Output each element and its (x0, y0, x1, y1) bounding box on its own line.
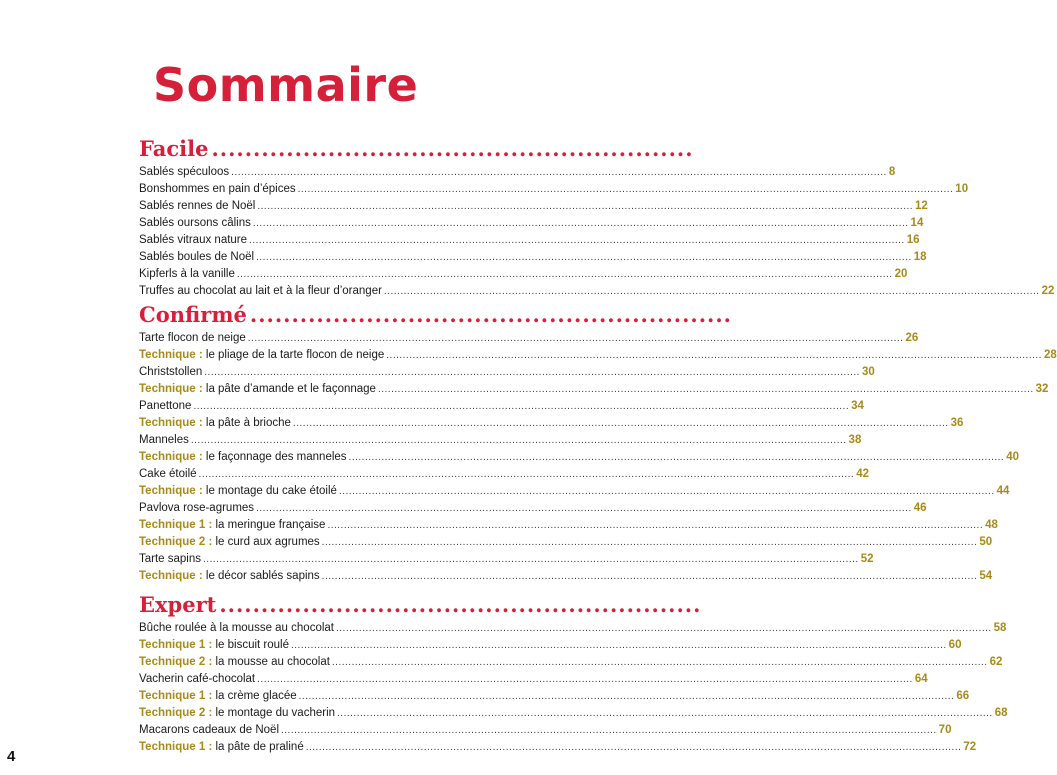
toc-page-number: 38 (848, 434, 862, 446)
toc-entry-title: le façonnage des manneles (202, 451, 347, 463)
toc-entry-label (139, 620, 334, 637)
toc-entry-label (139, 432, 189, 449)
dot-leader: ........................................................................................................................................................................................................ (335, 623, 992, 634)
toc-entry-label (139, 705, 335, 722)
dot-leader: ........................................................................................................................................................................................................ (298, 691, 955, 702)
toc-entry-label (139, 398, 191, 415)
toc-entry-title: Sablés boules de Noël (139, 251, 255, 263)
toc-page-number: 54 (979, 570, 993, 582)
technique-label: Technique : (139, 485, 203, 497)
toc-entry-label (139, 500, 254, 517)
dot-leader: ........................................................................................................................................................................................................ (252, 218, 909, 229)
toc-entry[interactable] (139, 330, 919, 347)
toc-page-number: 40 (1006, 451, 1020, 463)
section-heading (139, 592, 702, 620)
technique-label: Technique : (139, 383, 203, 395)
technique-label: Technique 1 : (139, 741, 213, 753)
toc-page-number: 22 (1041, 285, 1055, 297)
toc-page-number: 8 (888, 166, 896, 178)
toc-page-number: 60 (948, 639, 962, 651)
heading-dot-leader: .......................................................... (249, 302, 732, 327)
toc-page-number: 20 (894, 268, 908, 280)
toc-entry-title: Tarte sapins (139, 553, 202, 565)
dot-leader: ........................................................................................................................................................................................................ (190, 435, 847, 446)
toc-entry[interactable] (139, 483, 1010, 500)
toc-entry[interactable] (139, 568, 993, 585)
toc-entry-title: la crème glacée (212, 690, 297, 702)
dot-leader: ........................................................................................................................................................................................................ (337, 708, 993, 719)
technique-label: Technique 2 : (139, 536, 213, 548)
section-expert (139, 592, 1008, 756)
toc-entry-label (139, 739, 304, 756)
dot-leader: ........................................................................................................................................................................................................ (231, 167, 887, 178)
toc-page-number: 62 (989, 656, 1003, 668)
toc-page-number: 12 (915, 200, 928, 212)
toc-entry-title: la pâte d’amande et le façonnage (202, 383, 376, 395)
toc-entry[interactable] (139, 705, 1008, 722)
toc-entry-title: le décor sablés sapins (202, 570, 320, 582)
page-number: 4 (7, 748, 16, 765)
toc-page-number: 26 (905, 332, 919, 344)
toc-entry-title: Truffes au chocolat au lait et à la fleur d’oranger (139, 285, 382, 297)
dot-leader: ........................................................................................................................................................................................................ (247, 333, 904, 344)
dot-leader: ........................................................................................................................................................................................................ (249, 235, 905, 246)
dot-leader: ........................................................................................................................................................................................................ (305, 742, 962, 753)
toc-entry-title: la pâte à brioche (202, 417, 291, 429)
dot-leader: ........................................................................................................................................................................................................ (377, 384, 1034, 395)
dot-leader: ........................................................................................................................................................................................................ (256, 503, 912, 514)
toc-entry[interactable] (139, 449, 1020, 466)
dot-leader: ........................................................................................................................................................................................................ (257, 674, 913, 685)
toc-entry-title: le pliage de la tarte flocon de neige (202, 349, 385, 361)
toc-entry-title: Bonshommes en pain d’épices (139, 183, 296, 195)
toc-entry-label (139, 568, 320, 585)
toc-entry[interactable] (139, 215, 924, 232)
toc-entry-title: le curd aux agrumes (212, 536, 320, 548)
dot-leader: ........................................................................................................................................................................................................ (236, 269, 893, 280)
toc-entry[interactable] (139, 415, 964, 432)
dot-leader: ........................................................................................................................................................................................................ (321, 537, 978, 548)
dot-leader: ........................................................................................................................................................................................................ (338, 486, 995, 497)
technique-label: Technique 2 : (139, 707, 213, 719)
dot-leader: ........................................................................................................................................................................................................ (386, 350, 1042, 361)
toc-entry[interactable] (139, 181, 969, 198)
toc-entry[interactable] (139, 534, 993, 551)
toc-entry-label (139, 249, 254, 266)
toc-entry[interactable] (139, 671, 928, 688)
technique-label: Technique 2 : (139, 656, 213, 668)
dot-leader: ........................................................................................................................................................................................................ (257, 201, 914, 212)
toc-entry-title: le montage du vacherin (212, 707, 336, 719)
toc-entry-title: le biscuit roulé (212, 639, 289, 651)
toc-page-number: 66 (956, 690, 970, 702)
toc-page-number: 52 (860, 553, 874, 565)
dot-leader: ........................................................................................................................................................................................................ (198, 469, 855, 480)
toc-page-number: 16 (906, 234, 920, 246)
toc-entry-label (139, 483, 337, 500)
toc-page-number: 46 (913, 502, 927, 514)
toc-entry[interactable] (139, 500, 927, 517)
toc-entry-label (139, 654, 330, 671)
toc-entry[interactable] (139, 249, 927, 266)
toc-entry-label (139, 671, 255, 688)
toc-entry[interactable] (139, 232, 920, 249)
heading-dot-leader: .......................................................... (219, 592, 702, 617)
dot-leader: ........................................................................................................................................................................................................ (203, 554, 859, 565)
dot-leader: ........................................................................................................................................................................................................ (193, 401, 850, 412)
toc-entry[interactable] (139, 517, 998, 534)
toc-entry-label (139, 637, 289, 654)
toc-entry-title: Bûche roulée à la mousse au chocolat (139, 622, 334, 634)
toc-entry[interactable] (139, 283, 1055, 300)
toc-page-number: 14 (910, 217, 924, 229)
section-heading (139, 136, 694, 164)
dot-leader: ........................................................................................................................................................................................................ (291, 640, 947, 651)
technique-label: Technique : (139, 451, 203, 463)
toc-entry-label (139, 364, 202, 381)
dot-leader: ........................................................................................................................................................................................................ (204, 367, 860, 378)
toc-entry[interactable] (139, 266, 908, 283)
heading-dot-leader: .......................................................... (211, 136, 694, 161)
toc-page-number: 70 (938, 724, 952, 736)
toc-entry-title: la mousse au chocolat (212, 656, 330, 668)
toc-page-number: 36 (950, 417, 964, 429)
dot-leader: ........................................................................................................................................................................................................ (292, 418, 949, 429)
dot-leader: ........................................................................................................................................................................................................ (348, 452, 1005, 463)
toc-page-number: 68 (994, 707, 1008, 719)
page-title: Sommaire (153, 58, 419, 112)
toc-page-number: 44 (996, 485, 1010, 497)
toc-page-number: 32 (1035, 383, 1049, 395)
section-facile (139, 136, 1055, 300)
toc-entry-label (139, 266, 235, 283)
toc-entry[interactable] (139, 432, 862, 449)
toc-page-number: 50 (979, 536, 993, 548)
toc-entry[interactable] (139, 198, 928, 215)
toc-entry[interactable] (139, 466, 870, 483)
section-heading (139, 302, 732, 330)
toc-page-number: 34 (851, 400, 864, 412)
toc-entry-title: Panettone (139, 400, 192, 412)
toc-entry-title: Tarte flocon de neige (139, 332, 246, 344)
section-confirme (139, 302, 1057, 585)
toc-entry-title: Pavlova rose-agrumes (139, 502, 255, 514)
section-heading-label: Expert (139, 592, 217, 617)
toc-entry[interactable] (139, 347, 1057, 364)
toc-entry-label (139, 164, 229, 181)
toc-entry-title: Sablés oursons câlins (139, 217, 251, 229)
toc-entry-label (139, 534, 320, 551)
toc-entry-label (139, 517, 325, 534)
dot-leader: ........................................................................................................................................................................................................ (281, 725, 937, 736)
dot-leader: ........................................................................................................................................................................................................ (327, 520, 984, 531)
toc-entry[interactable] (139, 620, 1007, 637)
toc-entry-title: la meringue française (212, 519, 326, 531)
toc-entry[interactable] (139, 364, 875, 381)
toc-entry[interactable] (139, 739, 977, 756)
toc-entry-label (139, 347, 384, 364)
toc-entry-label (139, 688, 297, 705)
toc-entry-label (139, 330, 246, 347)
toc-entry-label (139, 449, 347, 466)
toc-page-number: 58 (993, 622, 1007, 634)
toc-page-number: 48 (985, 519, 998, 531)
toc-page-number: 10 (955, 183, 969, 195)
toc-entry-title: Sablés vitraux nature (139, 234, 248, 246)
toc-entry[interactable] (139, 688, 970, 705)
dot-leader: ........................................................................................................................................................................................................ (383, 286, 1040, 297)
toc-entry[interactable] (139, 381, 1049, 398)
toc-entry[interactable] (139, 551, 874, 568)
toc-page-number: 30 (861, 366, 875, 378)
toc-entry-label (139, 722, 279, 739)
toc-entry-label (139, 215, 251, 232)
dot-leader: ........................................................................................................................................................................................................ (321, 571, 978, 582)
toc-entry-title: Cake étoilé (139, 468, 197, 480)
toc-entry-label (139, 283, 382, 300)
toc-entry[interactable] (139, 654, 1003, 671)
toc-entry-title: la pâte de praliné (212, 741, 304, 753)
toc-entry-title: Christstollen (139, 366, 203, 378)
toc-entry-label (139, 466, 197, 483)
technique-label: Technique 1 : (139, 639, 213, 651)
section-heading-label: Facile (139, 136, 209, 161)
toc-entry-title: Macarons cadeaux de Noël (139, 724, 279, 736)
toc-entry-label (139, 415, 291, 432)
toc-entry-title: Vacherin café-chocolat (139, 673, 256, 685)
toc-page-number: 72 (963, 741, 977, 753)
toc-entry-label (139, 551, 201, 568)
toc-entry[interactable] (139, 637, 962, 654)
section-heading-label: Confirmé (139, 302, 247, 327)
toc-entry-title: Sablés spéculoos (139, 166, 230, 178)
toc-entry-label (139, 232, 247, 249)
dot-leader: ........................................................................................................................................................................................................ (256, 252, 912, 263)
dot-leader: ........................................................................................................................................................................................................ (331, 657, 988, 668)
toc-page-number: 18 (913, 251, 927, 263)
toc-entry[interactable] (139, 398, 864, 415)
toc-entry-label (139, 181, 296, 198)
technique-label: Technique : (139, 417, 203, 429)
technique-label: Technique : (139, 570, 203, 582)
toc-page-number: 42 (856, 468, 870, 480)
toc-entry-title: Manneles (139, 434, 189, 446)
toc-entry-label (139, 381, 376, 398)
toc-entry-title: le montage du cake étoilé (202, 485, 337, 497)
toc-entry-title: Sablés rennes de Noël (139, 200, 256, 212)
toc-page-number: 64 (914, 673, 928, 685)
toc-entry[interactable] (139, 164, 896, 181)
dot-leader: ........................................................................................................................................................................................................ (297, 184, 954, 195)
technique-label: Technique 1 : (139, 519, 213, 531)
toc-entry[interactable] (139, 722, 952, 739)
toc-entry-label (139, 198, 255, 215)
toc-entry-title: Kipferls à la vanille (139, 268, 235, 280)
technique-label: Technique 1 : (139, 690, 213, 702)
toc-page-number: 28 (1043, 349, 1057, 361)
technique-label: Technique : (139, 349, 203, 361)
